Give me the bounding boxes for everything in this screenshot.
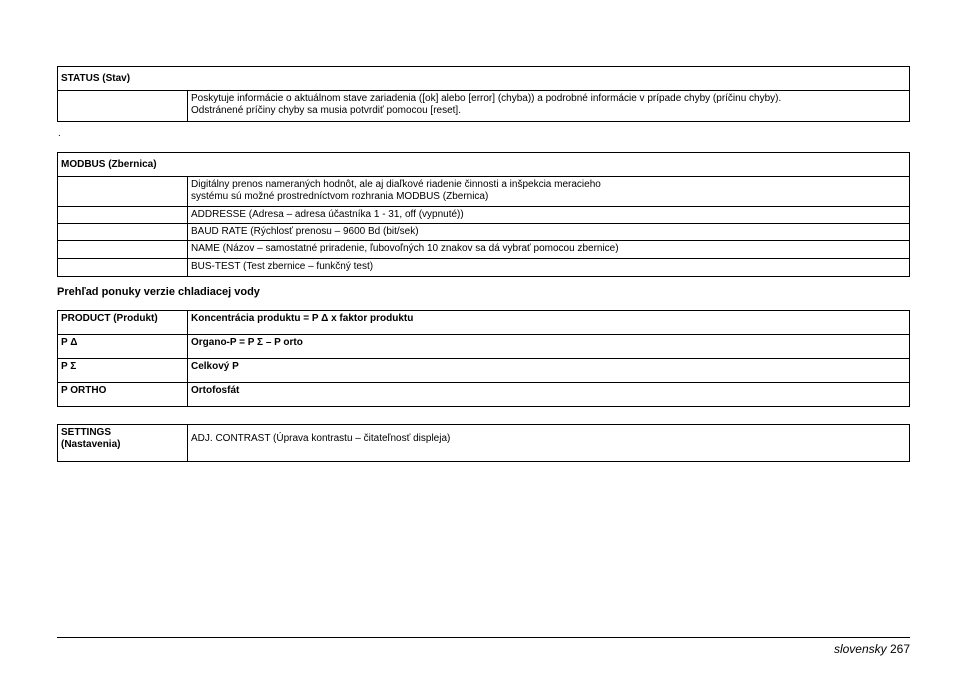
footer-page-number: 267 [889,642,910,656]
product-row-label: P Σ [58,359,188,383]
modbus-row-label [58,207,188,224]
settings-row-text: ADJ. CONTRAST (Úprava kontrastu – čitateľnosť displeja) [188,425,910,462]
modbus-row-text: BUS-TEST (Test zbernice – funkčný test) [188,259,910,277]
status-row-label [58,91,188,122]
product-table [57,310,910,407]
table-row [58,359,910,383]
product-row-text: Organo-P = P Σ – P orto [188,335,910,359]
settings-row-label [58,425,188,462]
modbus-row-text: BAUD RATE (Rýchlosť prenosu – 9600 Bd (bit/sek) [188,224,910,241]
table-row [58,311,910,335]
status-table [57,66,910,122]
page-footer [834,642,910,656]
table-row [58,425,910,462]
product-row-label: P Δ [58,335,188,359]
table-row [58,91,910,122]
modbus-row-text: NAME (Názov – samostatné priradenie, ľubovoľných 10 znakov sa dá vybrať pomocou zbernice) [188,241,910,259]
settings-label-line2: (Nastavenia) [61,439,121,450]
product-row-text: Ortofosfát [188,383,910,407]
settings-table [57,424,910,462]
section-subheading: Prehľad ponuky verzie chladiacej vody [57,286,260,298]
modbus-table [57,152,910,277]
modbus-row-text-line1: Digitálny prenos nameraných hodnôt, ale aj diaľkové riadenie činnosti a inšpekcia meracieho [191,179,601,190]
table-row [58,383,910,407]
modbus-row-text-line2: systému sú možné prostredníctvom rozhrania MODBUS (Zbernica) [191,191,489,202]
product-row-text: Koncentrácia produktu = P Δ x faktor produktu [188,311,910,335]
status-row-text [188,91,910,122]
modbus-row-label [58,224,188,241]
status-row-text-line2: Odstránené príčiny chyby sa musia potvrdiť pomocou [reset]. [191,105,461,116]
table-row [58,335,910,359]
modbus-table-header: MODBUS (Zbernica) [58,153,910,177]
table-row [58,224,910,241]
table-row [58,259,910,277]
table-row [58,207,910,224]
modbus-row-label [58,241,188,259]
modbus-row-text: ADDRESSE (Adresa – adresa účastníka 1 - 31, off (vypnuté)) [188,207,910,224]
product-row-label: PRODUCT (Produkt) [58,311,188,335]
product-row-text: Celkový P [188,359,910,383]
status-table-header: STATUS (Stav) [58,67,910,91]
table-row [58,177,910,207]
settings-label-line1: SETTINGS [61,427,112,438]
modbus-row-label [58,177,188,207]
table-row [58,241,910,259]
separator-dot: . [58,128,61,139]
footer-language: slovensky [833,642,887,656]
product-row-label: P ORTHO [58,383,188,407]
modbus-row-label [58,259,188,277]
modbus-row-text [188,177,910,207]
status-row-text-line1: Poskytuje informácie o aktuálnom stave zariadenia ([ok] alebo [error] (chyba)) a podrobné informácie v prípade chyby (príčinu chyby). [191,93,782,104]
footer-divider [57,637,910,638]
